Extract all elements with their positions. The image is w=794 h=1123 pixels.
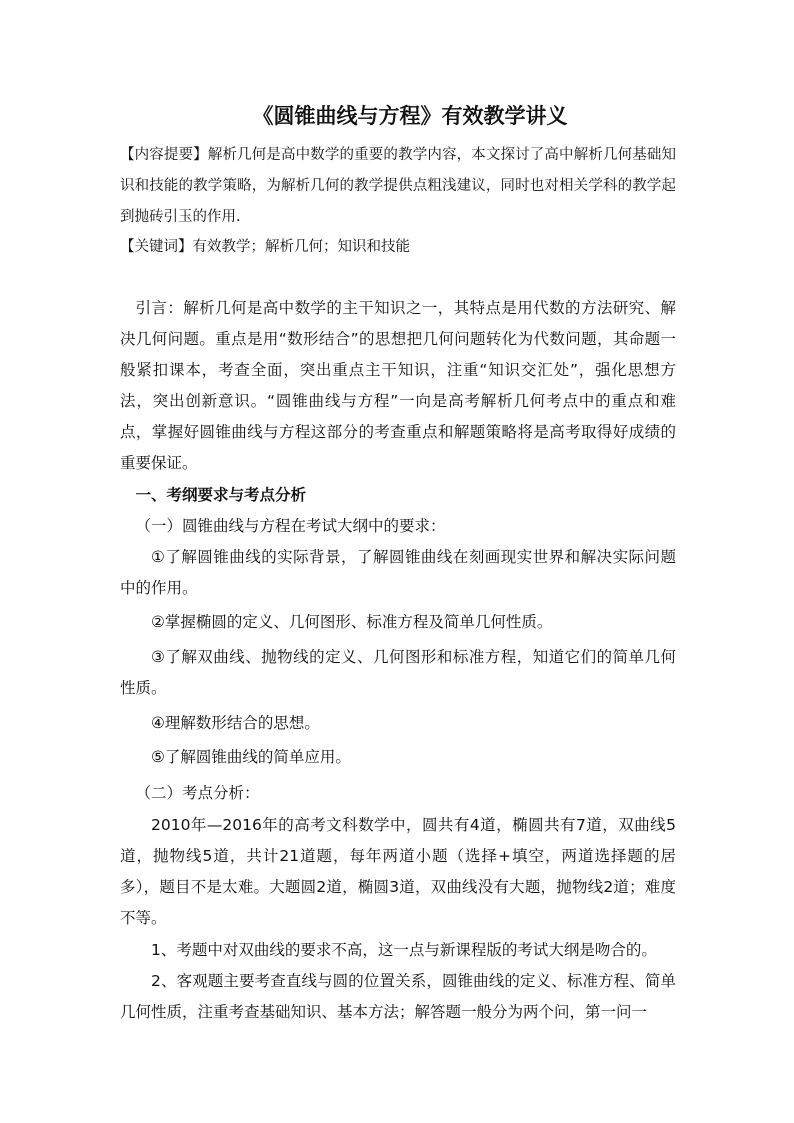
requirement-item: ①了解圆锥曲线的实际背景，了解圆锥曲线在刻画现实世界和解决实际问题中的作用。 bbox=[120, 548, 676, 597]
document-title: 《圆锥曲线与方程》有效教学讲义 bbox=[252, 103, 568, 128]
abstract-block bbox=[120, 140, 676, 233]
analysis-point: 1、考题中对双曲线的要求不高，这一点与新课程版的考试大纲是吻合的。 bbox=[151, 941, 657, 959]
requirement-item: ②掌握椭圆的定义、几何图形、标准方程及简单几何性质。 bbox=[151, 613, 553, 631]
abstract-label: 【内容提要】 bbox=[120, 147, 208, 163]
abstract-text: 解析几何是高中数学的重要的教学内容，本文探讨了高中解析几何基础知识和技能的教学策略，为解析几何的教学提供点粗浅建议，同时也对相关学科的教学起到抛砖引玉的作用. bbox=[120, 147, 676, 225]
section-heading: 一、考纲要求与考点分析 bbox=[135, 486, 307, 504]
requirement-item: ④理解数形结合的思想。 bbox=[151, 714, 320, 732]
analysis-paragraph: 2010年—2016年的高考文科数学中，圆共有4道，椭圆共有7道，双曲线5道，抛物线5道，共计21道题，每年两道小题（选择+填空，两道选择题的居多），题目不是太难。大题圆2道，椭圆3道，双曲线没有大题，抛物线2道；难度不等。 bbox=[120, 816, 676, 927]
keywords-block bbox=[120, 232, 676, 263]
keywords-label: 【关键词】 bbox=[120, 239, 193, 255]
keywords-text: 有效教学；解析几何；知识和技能 bbox=[192, 239, 410, 255]
requirement-item: ⑤了解圆锥曲线的简单应用。 bbox=[151, 748, 351, 766]
analysis-point: 2、客观题主要考查直线与圆的位置关系，圆锥曲线的定义、标准方程、简单几何性质，注重考查基础知识、基本方法；解答题一般分为两个问，第一问一 bbox=[120, 972, 676, 1021]
subsection-heading-requirements: （一）圆锥曲线与方程在考试大纲中的要求： bbox=[135, 517, 446, 535]
requirement-item: ③了解双曲线、抛物线的定义、几何图形和标准方程，知道它们的简单几何性质。 bbox=[120, 648, 676, 697]
subsection-heading-analysis: （二）考点分析： bbox=[135, 784, 260, 802]
intro-paragraph: 引言：解析几何是高中数学的主干知识之一，其特点是用代数的方法研究、解决几何问题。重点是用“数形结合”的思想把几何问题转化为代数问题，其命题一般紧扣课本，考查全面，突出重点主干知识，注重“知识交汇处”，强化思想方法，突出创新意识。“圆锥曲线与方程”一向是高考解析几何考点中的重点和难点，掌握好圆锥曲线与方程这部分的考查重点和解题策略将是高考取得好成绩的重要保证。 bbox=[120, 299, 676, 472]
